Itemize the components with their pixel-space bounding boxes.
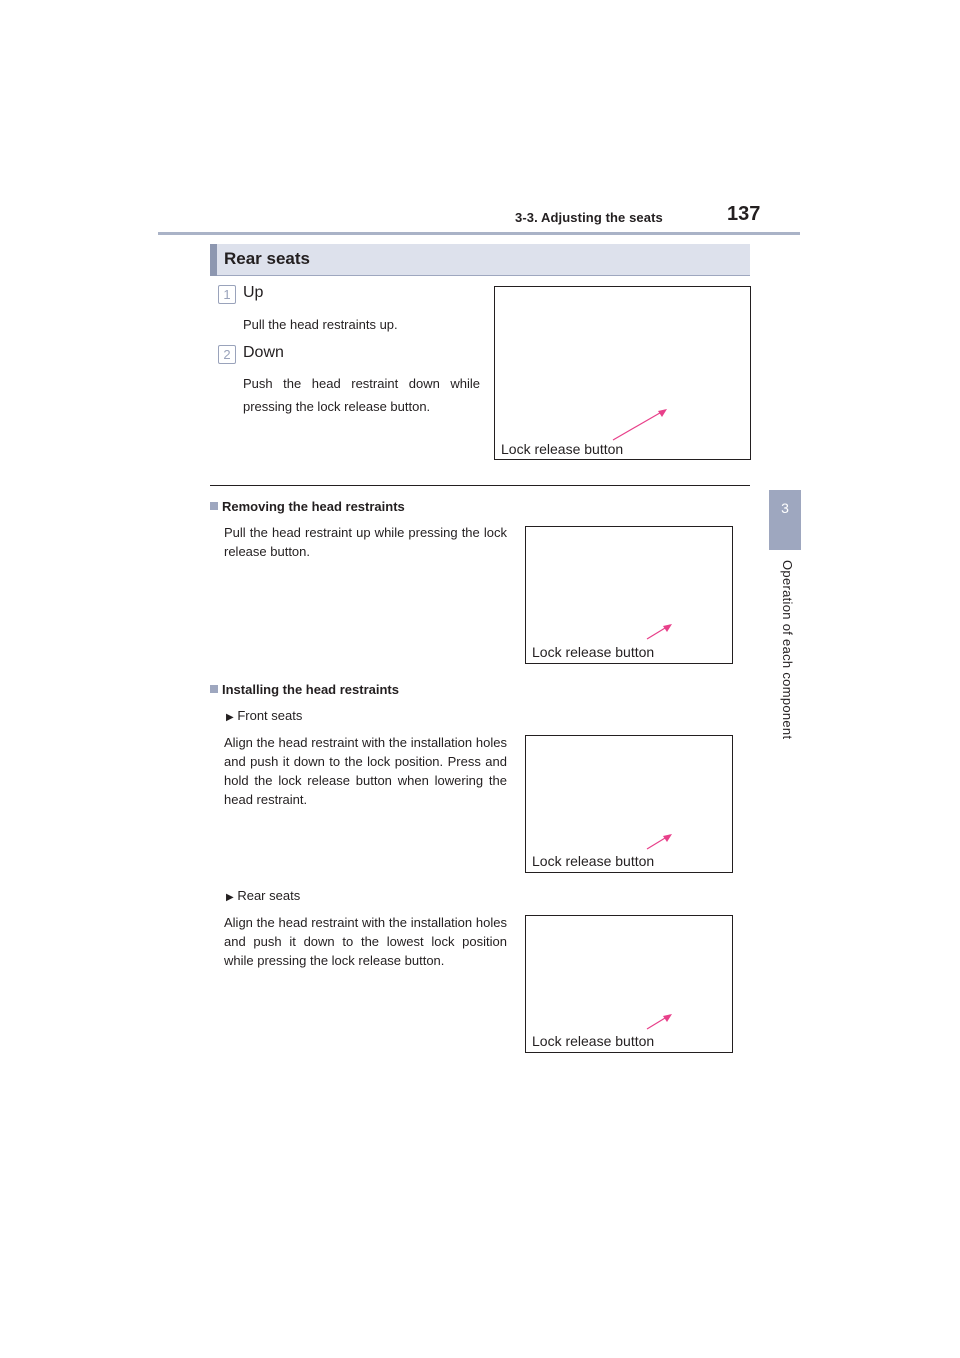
rear-seats-label bbox=[226, 888, 300, 903]
subheading-text: Removing the head restraints bbox=[222, 499, 405, 514]
illustration-front-install bbox=[525, 735, 733, 873]
section-title: Rear seats bbox=[224, 249, 311, 268]
pointer-arrow bbox=[495, 287, 750, 459]
square-bullet-icon bbox=[210, 685, 218, 693]
triangle-bullet-icon: ▶ bbox=[226, 892, 234, 903]
illustration-rear-install bbox=[525, 915, 733, 1053]
page-number: 137 bbox=[727, 203, 761, 225]
chapter-tab bbox=[769, 490, 801, 550]
bullet-text: Rear seats bbox=[237, 888, 301, 903]
chapter-title-vertical bbox=[777, 560, 797, 760]
section-breadcrumb: 3-3. Adjusting the seats bbox=[515, 210, 663, 225]
figure-label: Lock release button bbox=[532, 644, 655, 660]
item-title: Down bbox=[243, 344, 284, 361]
figure-label: Lock release button bbox=[501, 441, 624, 457]
item-description: Push the head restraint down while pressing the lock release button. bbox=[243, 376, 480, 414]
pointer-arrow bbox=[526, 916, 732, 1052]
section-header-accent bbox=[210, 244, 217, 276]
subheading-removing bbox=[210, 499, 405, 514]
removing-text: Pull the head restraint up while pressing the lock release button. bbox=[224, 525, 507, 559]
triangle-bullet-icon: ▶ bbox=[226, 712, 234, 723]
pointer-arrow bbox=[526, 527, 732, 663]
pointer-arrow bbox=[526, 736, 732, 872]
item-description: Pull the head restraints up. bbox=[243, 317, 398, 332]
front-install-text: Align the head restraint with the installation holes and push it down to the lock position. Press and hold the lock release button when lowering the head restraint. bbox=[224, 735, 507, 807]
item-title: Up bbox=[243, 284, 264, 301]
item-number-badge: 1 bbox=[218, 285, 236, 304]
chapter-title: Operation of each component bbox=[780, 560, 795, 740]
bullet-text: Front seats bbox=[237, 708, 303, 723]
figure-label: Lock release button bbox=[532, 853, 655, 869]
rear-install-text: Align the head restraint with the installation holes and push it down to the lowest lock position while pressing the lock release button. bbox=[224, 915, 507, 968]
illustration-rear-seat-adjust bbox=[494, 286, 751, 460]
subheading-installing bbox=[210, 682, 399, 697]
figure-label: Lock release button bbox=[532, 1033, 655, 1049]
item-number-badge: 2 bbox=[218, 345, 236, 364]
section-divider bbox=[210, 485, 750, 486]
chapter-number: 3 bbox=[781, 500, 789, 516]
illustration-removing bbox=[525, 526, 733, 664]
subheading-text: Installing the head restraints bbox=[222, 682, 399, 697]
front-seats-label bbox=[226, 708, 302, 723]
square-bullet-icon bbox=[210, 502, 218, 510]
header-divider bbox=[158, 232, 800, 235]
